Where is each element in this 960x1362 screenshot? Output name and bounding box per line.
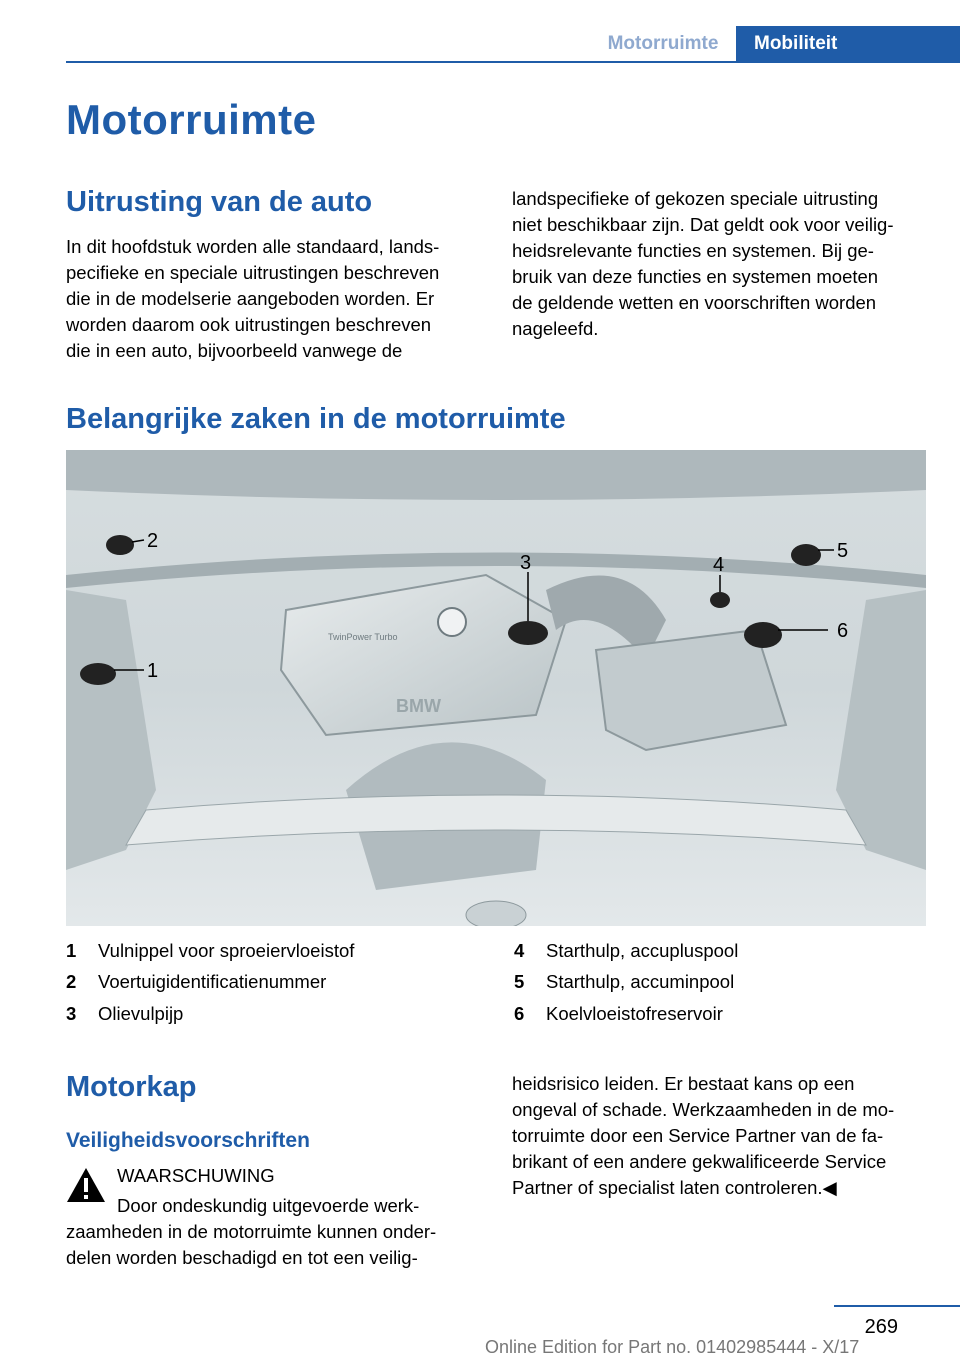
text-line: niet beschikbaar zijn. Dat geldt ook voor veilig- [512, 214, 894, 235]
text-line: die in de modelserie aangeboden worden. Er [66, 288, 435, 309]
hood-underside [66, 450, 926, 500]
warning-text-left [66, 1219, 476, 1271]
text-line: worden daarom ook uitrustingen beschreven [66, 314, 432, 335]
callout-4: 4 [713, 554, 725, 576]
text-line: delen worden beschadigd en tot een veilig- [66, 1247, 418, 1268]
subheading-safety: Veiligheidsvoorschriften [66, 1129, 310, 1152]
legend-number: 6 [514, 1003, 525, 1024]
positive-terminal [710, 592, 730, 608]
text-line: heidsrelevante functies en systemen. Bij ge- [512, 240, 874, 261]
coolant-reservoir-cap [744, 622, 782, 648]
callout-2: 2 [147, 530, 159, 552]
engine-cover-bmw-text: BMW [396, 696, 441, 716]
section-heading-hood: Motorkap [66, 1071, 197, 1103]
text-line: torruimte door een Service Partner van de fa- [512, 1125, 884, 1146]
legend-text: Olievulpijp [98, 1003, 184, 1024]
callout-6: 6 [837, 620, 849, 642]
text-line: Partner of specialist laten controleren.◀ [512, 1177, 837, 1198]
warning-title: WAARSCHUWING [117, 1165, 275, 1186]
text-line: die in een auto, bijvoorbeeld vanwege de [66, 340, 403, 361]
text-line: bruik van deze functies en systemen moeten [512, 266, 879, 287]
legend-number: 3 [66, 1003, 77, 1024]
legend-text: Koelvloeistofreservoir [546, 1003, 723, 1024]
equipment-text-right [512, 186, 922, 342]
text-line: zaamheden in de motorruimte kunnen onder- [66, 1221, 437, 1242]
engine-bmw-logo [438, 608, 466, 636]
vin-plate-mark [106, 535, 134, 555]
legend-number: 5 [514, 971, 525, 992]
negative-terminal [791, 544, 821, 566]
text-line: brikant of een andere gekwalificeerde Service [512, 1151, 887, 1172]
header-tab-chapter: Mobiliteit [736, 26, 960, 61]
legend-text: Starthulp, accupluspool [546, 940, 739, 961]
callout-5: 5 [837, 540, 849, 562]
header-tab-section: Motorruimte [607, 33, 719, 54]
footer-rule [834, 1305, 960, 1307]
legend-text: Starthulp, accuminpool [546, 971, 735, 992]
text-line: landspecifieke of gekozen speciale uitrusting [512, 188, 879, 209]
section-heading-equipment: Uitrusting van de auto [66, 186, 373, 218]
header-rule [66, 61, 960, 63]
text-line: pecifieke en speciale uitrustingen beschreven [66, 262, 440, 283]
warning-text-first-line [117, 1193, 477, 1219]
page-title: Motorruimte [66, 96, 317, 143]
text-line: ongeval of schade. Werkzaamheden in de mo- [512, 1099, 895, 1120]
legend-number: 1 [66, 940, 77, 961]
oil-filler-cap [508, 621, 548, 645]
warning-triangle-icon [66, 1167, 106, 1203]
legend-text: Voertuigidentificatienummer [98, 971, 327, 992]
callout-3: 3 [520, 552, 532, 574]
engine-bay-photo [66, 450, 926, 926]
text-line: nageleefd. [512, 318, 599, 339]
text-line: de geldende wetten en voorschriften worden [512, 292, 877, 313]
footer-edition: Online Edition for Part no. 01402985444 - X/17 [485, 1337, 860, 1357]
legend-text: Vulnippel voor sproeiervloeistof [98, 940, 355, 961]
section-heading-engine-bay: Belangrijke zaken in de motorruimte [66, 403, 566, 435]
engine-cover-text: TwinPower Turbo [328, 632, 398, 642]
legend-number: 4 [514, 940, 525, 961]
washer-fluid-cap [80, 663, 116, 685]
callout-1: 1 [147, 660, 159, 682]
warning-text-right [512, 1071, 922, 1201]
legend-number: 2 [66, 971, 77, 992]
text-line: In dit hoofdstuk worden alle standaard, lands- [66, 236, 440, 257]
bmw-badge [466, 901, 526, 926]
text-line: heidsrisico leiden. Er bestaat kans op een [512, 1073, 855, 1094]
page-number: 269 [864, 1316, 898, 1338]
text-line: Door ondeskundig uitgevoerde werk- [117, 1195, 420, 1216]
equipment-text-left [66, 234, 476, 364]
